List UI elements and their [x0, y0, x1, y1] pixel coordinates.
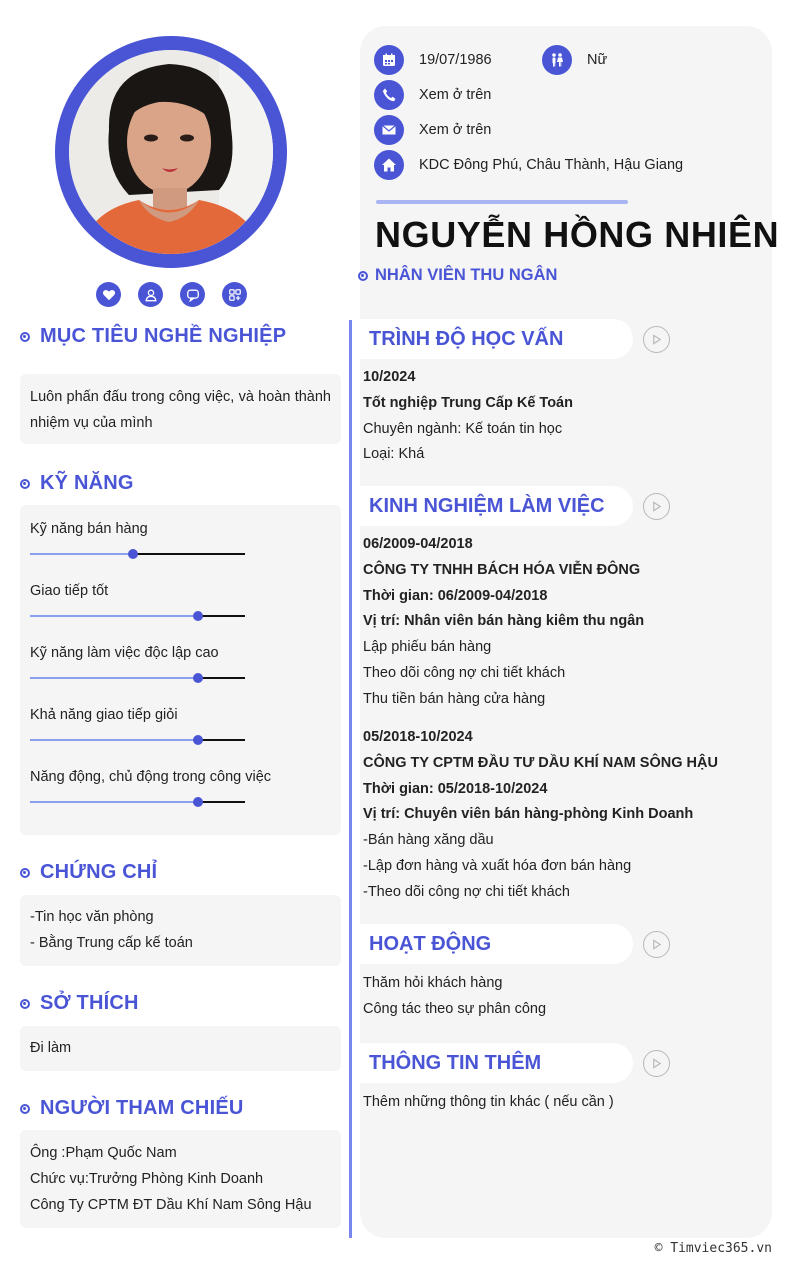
job-period: 06/2009-04/2018: [363, 536, 473, 552]
skill-slider-knob: [193, 611, 203, 621]
references-heading: [20, 1097, 244, 1120]
activities-title: HOẠT ĐỘNG: [369, 932, 492, 955]
activities-heading: [360, 924, 633, 964]
hobbies-title: SỞ THÍCH: [40, 992, 139, 1014]
education-school: Tốt nghiệp Trung Cấp Kế Toán: [363, 394, 573, 411]
mail-icon: [374, 115, 404, 145]
experience-heading: [360, 486, 633, 526]
job-task: -Lập đơn hàng và xuất hóa đơn bán hàng: [363, 857, 632, 874]
social-icons: [96, 282, 247, 307]
references-box: [20, 1130, 341, 1228]
job-company: CÔNG TY TNHH BÁCH HÓA VIỄN ĐÔNG: [363, 561, 641, 578]
play-icon[interactable]: [643, 326, 670, 353]
skill-item: [30, 581, 331, 643]
gender-row: [542, 45, 607, 75]
additional-text: Thêm những thông tin khác ( nếu cần ): [363, 1094, 614, 1110]
hobbies-heading: [20, 992, 139, 1015]
skill-slider-fill: [30, 677, 198, 679]
experience-job: [363, 725, 763, 906]
skill-slider-knob: [193, 735, 203, 745]
job-position: Vị trí: Chuyên viên bán hàng-phòng Kinh Doanh: [363, 806, 694, 823]
education-major: Chuyên ngành: Kế toán tin học: [363, 420, 563, 437]
job-time: Thời gian: 05/2018-10/2024: [363, 780, 548, 797]
email-value: Xem ở trên: [419, 122, 492, 138]
skills-box: [20, 505, 341, 835]
job-title: [358, 266, 557, 285]
additional-body: [363, 1090, 763, 1116]
job-period: 05/2018-10/2024: [363, 729, 473, 745]
education-grade: Loại: Khá: [363, 446, 425, 463]
activity-line: Công tác theo sự phân công: [363, 1000, 547, 1017]
certificates-heading: [20, 861, 157, 884]
skills-title: KỸ NĂNG: [40, 472, 134, 494]
certificate-line: -Tin học văn phòng: [30, 909, 154, 925]
career-goal-title: MỤC TIÊU NGHỀ NGHIỆP: [40, 325, 287, 347]
skill-slider-fill: [30, 801, 198, 803]
skill-slider-knob: [128, 549, 138, 559]
bullet-icon: [358, 271, 368, 281]
job-company: CÔNG TY CPTM ĐẦU TƯ DẦU KHÍ NAM SÔNG HẬU: [363, 754, 718, 771]
footer-copyright: © Timviec365.vn: [654, 1241, 772, 1256]
skill-slider: [30, 677, 245, 679]
skill-name: Khả năng giao tiếp giỏi: [30, 707, 178, 723]
activities-body: [363, 971, 763, 1023]
skill-slider-fill: [30, 615, 198, 617]
career-goal-text: Luôn phấn đấu trong công việc, và hoàn thành nhiệm vụ của mình: [30, 389, 331, 431]
gender-icon: [542, 45, 572, 75]
job-task: Thu tiền bán hàng cửa hàng: [363, 690, 546, 707]
job-task: -Bán hàng xăng dầu: [363, 832, 494, 849]
phone-value: Xem ở trên: [419, 87, 492, 103]
calendar-icon: [374, 45, 404, 75]
job-title-text: NHÂN VIÊN THU NGÂN: [375, 266, 558, 284]
play-icon[interactable]: [643, 931, 670, 958]
chat-icon[interactable]: [180, 282, 205, 307]
skill-name: Kỹ năng bán hàng: [30, 521, 148, 537]
experience-job: [363, 532, 763, 713]
avatar-frame: [55, 36, 287, 268]
skills-heading: [20, 472, 134, 495]
bullet-icon: [20, 868, 30, 878]
skill-slider: [30, 739, 245, 741]
skills-list: [30, 519, 331, 829]
career-goal-heading: [20, 325, 286, 348]
job-task: Lập phiếu bán hàng: [363, 639, 492, 656]
certificates-title: CHỨNG CHỈ: [40, 861, 158, 883]
hobbies-text: Đi làm: [30, 1040, 72, 1056]
bullet-icon: [20, 479, 30, 489]
skill-slider: [30, 615, 245, 617]
hobbies-box: [20, 1026, 341, 1071]
skill-slider-knob: [193, 673, 203, 683]
reference-line: Ông :Phạm Quốc Nam: [30, 1145, 177, 1161]
accent-bar: [376, 200, 628, 204]
avatar-photo: [69, 50, 273, 254]
phone-row: [374, 80, 491, 110]
skill-name: Giao tiếp tốt: [30, 583, 109, 599]
references-title: NGƯỜI THAM CHIẾU: [40, 1097, 244, 1119]
skill-item: [30, 519, 331, 581]
skill-slider: [30, 801, 245, 803]
job-time: Thời gian: 06/2009-04/2018: [363, 587, 548, 604]
avatar: [69, 50, 273, 254]
experience-title: KINH NGHIỆM LÀM VIỆC: [369, 494, 605, 517]
skill-item: [30, 767, 331, 829]
bullet-icon: [20, 332, 30, 342]
job-position: Vị trí: Nhân viên bán hàng kiêm thu ngân: [363, 613, 645, 630]
skill-name: Năng động, chủ động trong công việc: [30, 769, 272, 785]
skill-slider: [30, 553, 245, 555]
user-icon[interactable]: [138, 282, 163, 307]
job-task: Theo dõi công nợ chi tiết khách: [363, 664, 566, 681]
skill-slider-fill: [30, 739, 198, 741]
address-value: KDC Đông Phú, Châu Thành, Hậu Giang: [419, 157, 684, 173]
gender-value: Nữ: [587, 52, 608, 68]
column-divider: [349, 320, 352, 1238]
education-body: [363, 365, 763, 468]
bullet-icon: [20, 1104, 30, 1114]
play-icon[interactable]: [643, 1050, 670, 1077]
skill-slider-knob: [193, 797, 203, 807]
reference-line: Công Ty CPTM ĐT Dầu Khí Nam Sông Hậu: [30, 1197, 312, 1213]
certificates-box: [20, 895, 341, 966]
heart-icon[interactable]: [96, 282, 121, 307]
skill-item: [30, 643, 331, 705]
apps-icon[interactable]: [222, 282, 247, 307]
phone-icon: [374, 80, 404, 110]
birthday-value: 19/07/1986: [419, 52, 492, 68]
home-icon: [374, 150, 404, 180]
education-date: 10/2024: [363, 369, 416, 385]
email-row: [374, 115, 491, 145]
job-task: -Theo dõi công nợ chi tiết khách: [363, 883, 570, 900]
certificate-line: - Bằng Trung cấp kế toán: [30, 935, 193, 951]
additional-title: THÔNG TIN THÊM: [369, 1051, 542, 1074]
additional-heading: [360, 1043, 633, 1083]
education-heading: [360, 319, 633, 359]
reference-line: Chức vụ:Trưởng Phòng Kinh Doanh: [30, 1171, 264, 1187]
career-goal-box: [20, 374, 341, 444]
skill-item: [30, 705, 331, 767]
bullet-icon: [20, 999, 30, 1009]
play-icon[interactable]: [643, 493, 670, 520]
activity-line: Thăm hỏi khách hàng: [363, 975, 503, 991]
candidate-name: NGUYỄN HỒNG NHIÊN: [375, 214, 780, 255]
address-row: [374, 150, 683, 180]
skill-slider-fill: [30, 553, 133, 555]
education-title: TRÌNH ĐỘ HỌC VẤN: [369, 327, 564, 350]
birthday-row: [374, 45, 492, 75]
skill-name: Kỹ năng làm việc độc lập cao: [30, 645, 219, 661]
